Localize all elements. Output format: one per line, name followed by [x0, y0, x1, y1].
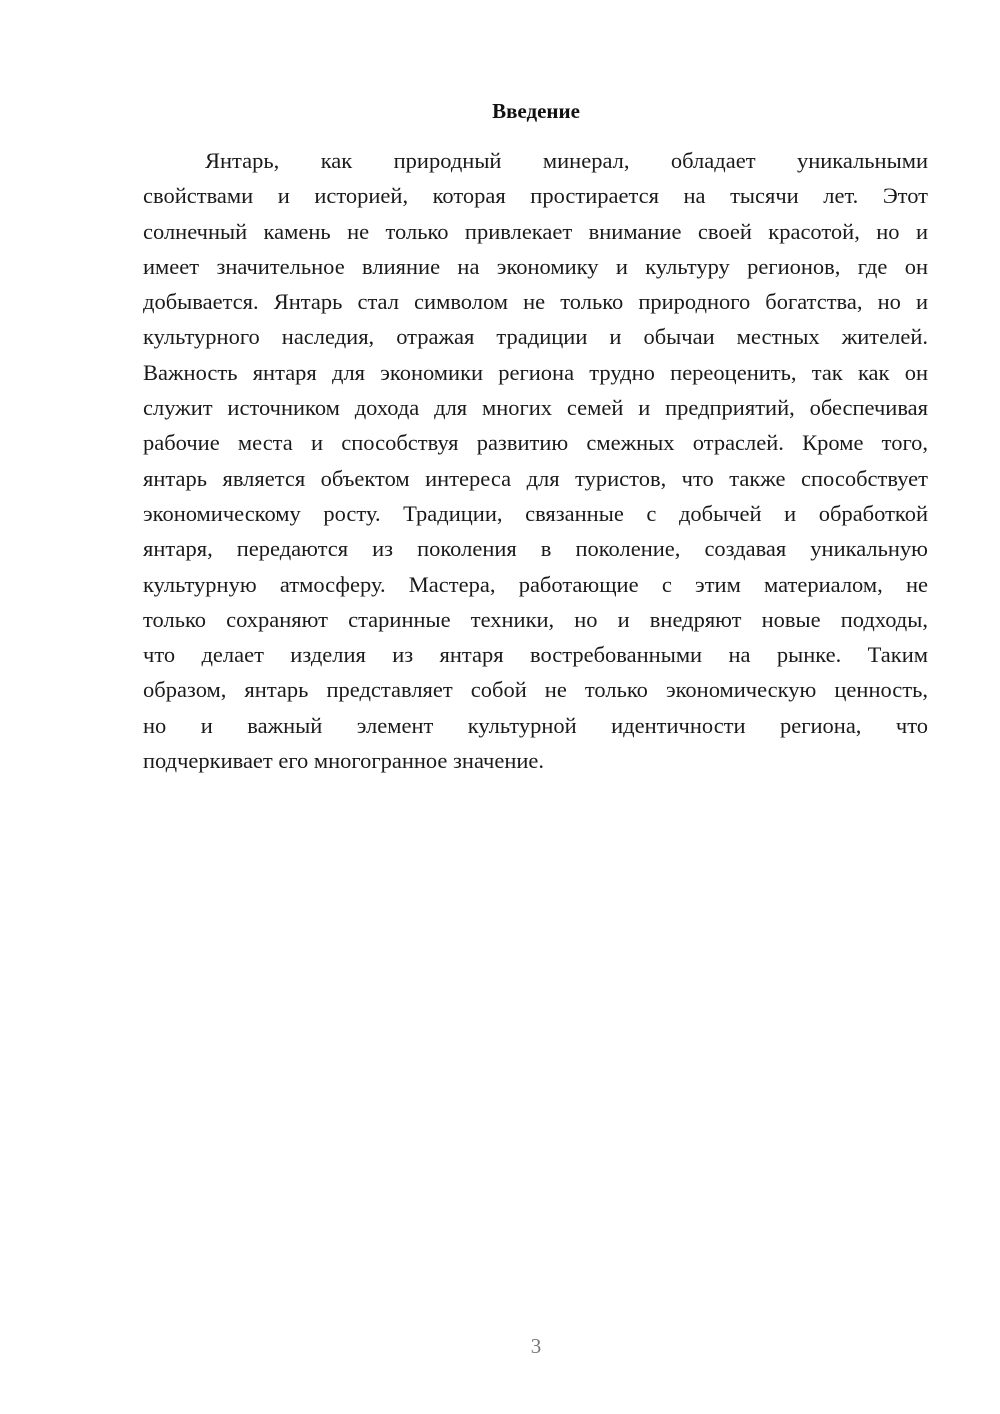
paragraph-line: но и важный элемент культурной идентичности региона, что	[143, 712, 928, 738]
paragraph-line: Важность янтаря для экономики региона трудно переоценить, так как он	[143, 359, 928, 385]
intro-paragraph	[143, 143, 928, 778]
paragraph-line: экономическому росту. Традиции, связанные с добычей и обработкой	[143, 500, 928, 526]
paragraph-line: культурного наследия, отражая традиции и обычаи местных жителей.	[143, 324, 928, 350]
paragraph-line: рабочие места и способствуя развитию смежных отраслей. Кроме того,	[143, 430, 928, 456]
page-number: 3	[530, 1334, 542, 1358]
paragraph-line: добывается. Янтарь стал символом не только природного богатства, но и	[143, 289, 928, 315]
paragraph-line: образом, янтарь представляет собой не только экономическую ценность,	[143, 677, 928, 703]
paragraph-line: служит источником дохода для многих семей и предприятий, обеспечивая	[143, 395, 928, 421]
paragraph-line: что делает изделия из янтаря востребованными на рынке. Таким	[143, 642, 928, 668]
paragraph-line: свойствами и историей, которая простирается на тысячи лет. Этот	[143, 183, 928, 209]
section-heading: Введение	[492, 99, 580, 123]
paragraph-line: солнечный камень не только привлекает внимание своей красотой, но и	[143, 218, 928, 244]
paragraph-line: янтаря, передаются из поколения в поколение, создавая уникальную	[143, 536, 928, 562]
paragraph-line: только сохраняют старинные техники, но и внедряют новые подходы,	[143, 606, 928, 632]
paragraph-line: Янтарь, как природный минерал, обладает уникальными	[205, 148, 928, 173]
paragraph-line: янтарь является объектом интереса для туристов, что также способствует	[143, 465, 928, 491]
paragraph-line: культурную атмосферу. Мастера, работающие с этим материалом, не	[143, 571, 928, 597]
paragraph-line: имеет значительное влияние на экономику и культуру регионов, где он	[143, 253, 928, 279]
paragraph-line: подчеркивает его многогранное значение.	[143, 748, 545, 774]
